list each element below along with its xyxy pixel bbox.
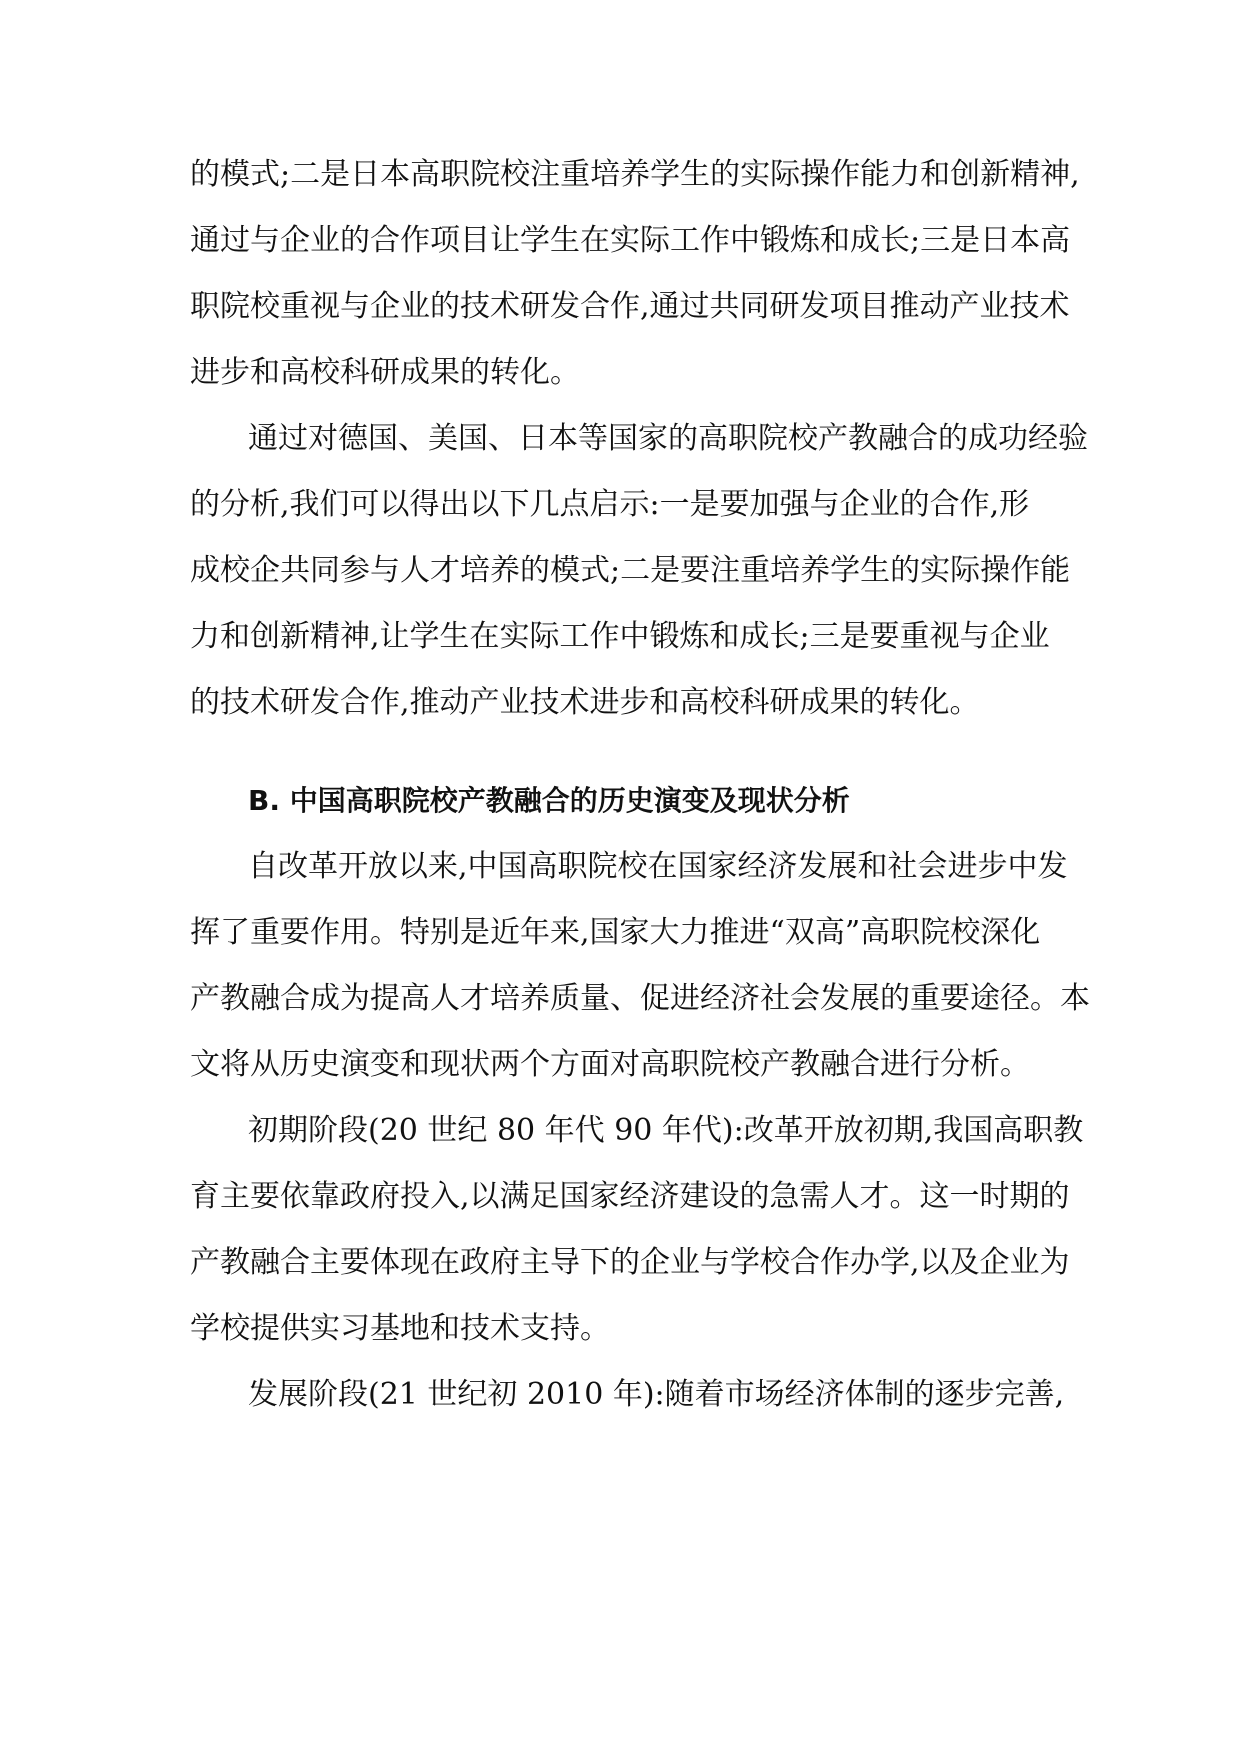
text-line: 发展阶段(21 世纪初 2010 年):随着市场经济体制的逐步完善, bbox=[248, 1377, 1065, 1412]
paragraph-development-stage bbox=[190, 1362, 1065, 1428]
paragraph-japan-summary bbox=[190, 142, 1080, 406]
text-line: 通过对德国、美国、日本等国家的高职院校产教融合的成功经验 bbox=[248, 421, 1088, 456]
text-line: 的模式;二是日本高职院校注重培养学生的实际操作能力和创新精神, bbox=[190, 157, 1080, 192]
text-line: 的技术研发合作,推动产业技术进步和高校科研成果的转化。 bbox=[190, 685, 980, 720]
text-line: 育主要依靠政府投入,以满足国家经济建设的急需人才。这一时期的 bbox=[190, 1179, 1070, 1214]
text-line: 挥了重要作用。特别是近年来,国家大力推进“双高”高职院校深化 bbox=[190, 915, 1041, 950]
text-line: 的分析,我们可以得出以下几点启示:一是要加强与企业的合作,形 bbox=[190, 487, 1030, 522]
paragraph-initial-stage bbox=[190, 1098, 1084, 1362]
section-spacer bbox=[190, 736, 1050, 768]
text-line: 产教融合主要体现在政府主导下的企业与学校合作办学,以及企业为 bbox=[190, 1245, 1070, 1280]
text-line: 学校提供实习基地和技术支持。 bbox=[190, 1311, 610, 1346]
text-line: 产教融合成为提高人才培养质量、促进经济社会发展的重要途径。本 bbox=[190, 981, 1090, 1016]
section-heading: B. 中国高职院校产教融合的历史演变及现状分析 bbox=[248, 784, 850, 817]
text-line: 初期阶段(20 世纪 80 年代 90 年代):改革开放初期,我国高职教 bbox=[248, 1113, 1084, 1148]
text-line: 文将从历史演变和现状两个方面对高职院校产教融合进行分析。 bbox=[190, 1047, 1030, 1082]
text-line: 通过与企业的合作项目让学生在实际工作中锻炼和成长;三是日本高 bbox=[190, 223, 1071, 258]
text-line: 成校企共同参与人才培养的模式;二是要注重培养学生的实际操作能 bbox=[190, 553, 1071, 588]
text-line: 职院校重视与企业的技术研发合作,通过共同研发项目推动产业技术 bbox=[190, 289, 1070, 324]
paragraph-inspirations bbox=[190, 406, 1088, 736]
text-line: 进步和高校科研成果的转化。 bbox=[190, 355, 580, 390]
paragraph-intro-china bbox=[190, 834, 1090, 1098]
text-line: 自改革开放以来,中国高职院校在国家经济发展和社会进步中发 bbox=[248, 849, 1068, 884]
document-body bbox=[190, 142, 1090, 1428]
text-line: 力和创新精神,让学生在实际工作中锻炼和成长;三是要重视与企业 bbox=[190, 619, 1050, 654]
